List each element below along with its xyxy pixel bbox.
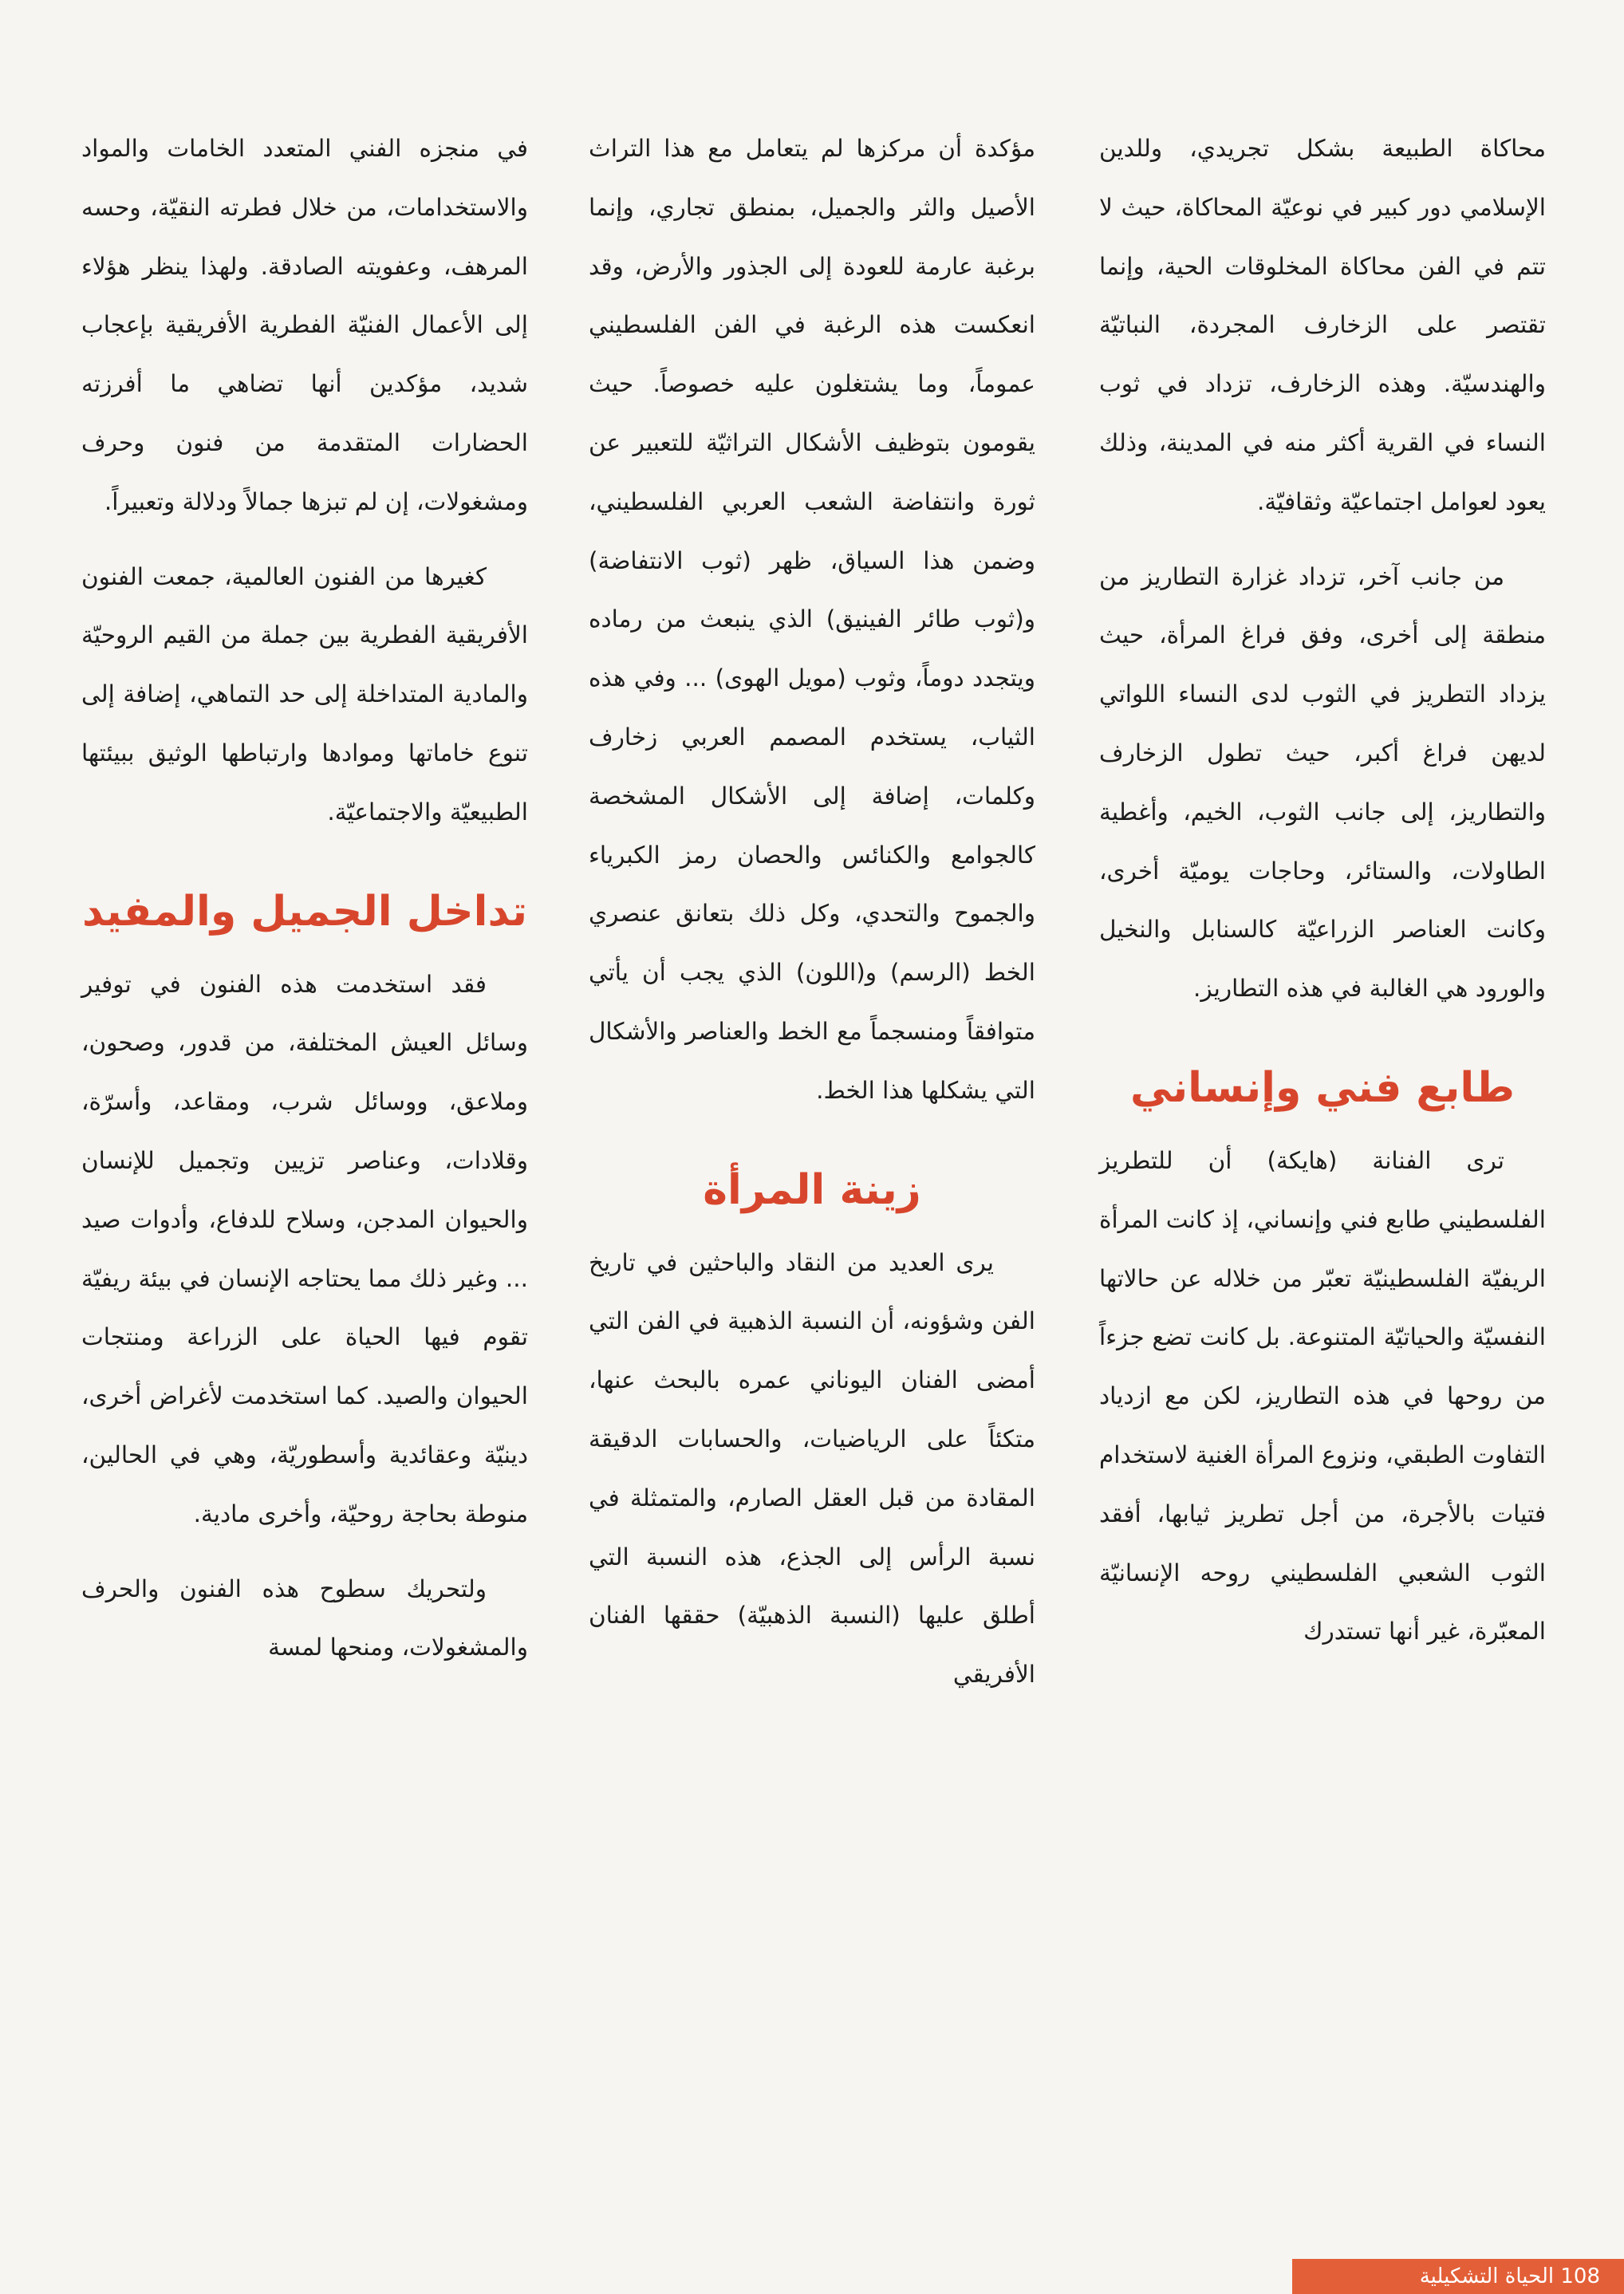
- column-right: [1099, 120, 1546, 1677]
- section-heading: تداخل الجميل والمفيد: [81, 887, 528, 936]
- paragraph: فقد استخدمت هذه الفنون في توفير وسائل العيش المختلفة، من قدور، وصحون، وملاعق، ووسائل شرب، ومقاعد، وأسرّة، وقلادات، وعناصر تزيين وتجميل للإنسان والحيوان المدجن، وسلاح للدفاع، وأدوات صيد ... وغير ذلك مما يحتاجه الإنسان في بيئة ريفيّة تقوم فيها الحياة على الزراعة ومنتجات الحيوان والصيد. كما استخدمت لأغراض أخرى، دينيّة وعقائدية وأسطوريّة، وهي في الحالين، منوطة بحاجة روحيّة، وأخرى مادية.: [81, 970, 528, 1527]
- paragraph: ولتحريك سطوح هذه الفنون والحرف والمشغولات، ومنحها لمسة: [81, 1575, 528, 1661]
- paragraph: في منجزه الفني المتعدد الخامات والمواد والاستخدامات، من خلال فطرته النقيّة، وحسه المرهف، وعفويته الصادقة. ولهذا ينظر هؤلاء إلى الأعمال الفنيّة الفطرية الأفريقية بإعجاب شديد، مؤكدين أنها تضاهي ما أفرزته الحضارات المتقدمة من فنون وحرف ومشغولات، إن لم تبزها جمالاً ودلالة وتعبيراً.: [81, 135, 528, 515]
- page-number-label: 108 الحياة التشكيلية: [1419, 2264, 1600, 2288]
- page-footer-bar: [1292, 2259, 1624, 2294]
- section-heading: زينة المرأة: [703, 1165, 921, 1214]
- column-left: [81, 120, 528, 1693]
- paragraph: كغيرها من الفنون العالمية، جمعت الفنون الأفريقية الفطرية بين جملة من القيم الروحيّة والمادية المتداخلة إلى حد التماهي، إضافة إلى تنوع خاماتها وموادها وارتباطها الوثيق ببيئتها الطبيعيّة والاجتماعيّة.: [81, 562, 528, 826]
- paragraph: مؤكدة أن مركزها لم يتعامل مع هذا التراث الأصيل والثر والجميل، بمنطق تجاري، وإنما برغبة عارمة للعودة إلى الجذور والأرض، وقد انعكست هذه الرغبة في الفن الفلسطيني عموماً، وما يشتغلون عليه خصوصاً. حيث يقومون بتوظيف الأشكال التراثيّة للتعبير عن ثورة وانتفاضة الشعب العربي الفلسطيني، وضمن هذا السياق، ظهر (ثوب الانتفاضة) و(ثوب طائر الفينيق) الذي ينبعث من رماده ويتجدد دوماً، وثوب (مويل الهوى) ... وفي هذه الثياب، يستخدم المصمم العربي زخارف وكلمات، إضافة إلى الأشكال المشخصة كالجوامع والكنائس والحصان رمز الكبرياء والجموح والتحدي، وكل ذلك بتعانق عنصري الخط (الرسم) و(اللون) الذي يجب أن يأتي متوافقاً ومنسجماً مع الخط والعناصر والأشكال التي يشكلها هذا الخط.: [589, 135, 1035, 1104]
- paragraph: ترى الفنانة (هايكة) أن للتطريز الفلسطيني طابع فني وإنساني، إذ كانت المرأة الريفيّة الفلسطينيّة تعبّر من خلاله عن حالاتها النفسيّة والحياتيّة المتنوعة. بل كانت تضع جزءاً من روحها في هذه التطاريز، لكن مع ازدياد التفاوت الطبقي، ونزوع المرأة الغنية لاستخدام فتيات بالأجرة، من أجل تطريز ثيابها، أفقد الثوب الشعبي الفلسطيني روحه الإنسانيّة المعبّرة، غير أنها تستدرك: [1099, 1146, 1546, 1646]
- paragraph: محاكاة الطبيعة بشكل تجريدي، وللدين الإسلامي دور كبير في نوعيّة المحاكاة، حيث لا تتم في الفن محاكاة المخلوقات الحية، وإنما تقتصر على الزخارف المجردة، النباتيّة والهندسيّة. وهذه الزخارف، تزداد في ثوب النساء في القرية أكثر منه في المدينة، وذلك يعود لعوامل اجتماعيّة وثقافيّة.: [1099, 135, 1546, 515]
- column-middle: [589, 120, 1035, 1720]
- paragraph: يرى العديد من النقاد والباحثين في تاريخ الفن وشؤونه، أن النسبة الذهبية في الفن التي أمضى الفنان اليوناني عمره بالبحث عنها، متكئاً على الرياضيات، والحسابات الدقيقة المقادة من قبل العقل الصارم، والمتمثلة في نسبة الرأس إلى الجذع، هذه النسبة التي أطلق عليها (النسبة الذهبيّة) حققها الفنان الأفريقي: [589, 1248, 1035, 1689]
- section-heading: طابع فني وإنساني: [1130, 1063, 1515, 1112]
- paragraph: من جانب آخر، تزداد غزارة التطاريز من منطقة إلى أخرى، وفق فراغ المرأة، حيث يزداد التطريز في الثوب لدى النساء اللواتي لديهن فراغ أكبر، حيث تطول الزخارف والتطاريز، إلى جانب الثوب، الخيم، وأغطية الطاولات، والستائر، وحاجات يوميّة أخرى، وكانت العناصر الزراعيّة كالسنابل والنخيل والورود هي الغالبة في هذه التطاريز.: [1099, 562, 1546, 1003]
